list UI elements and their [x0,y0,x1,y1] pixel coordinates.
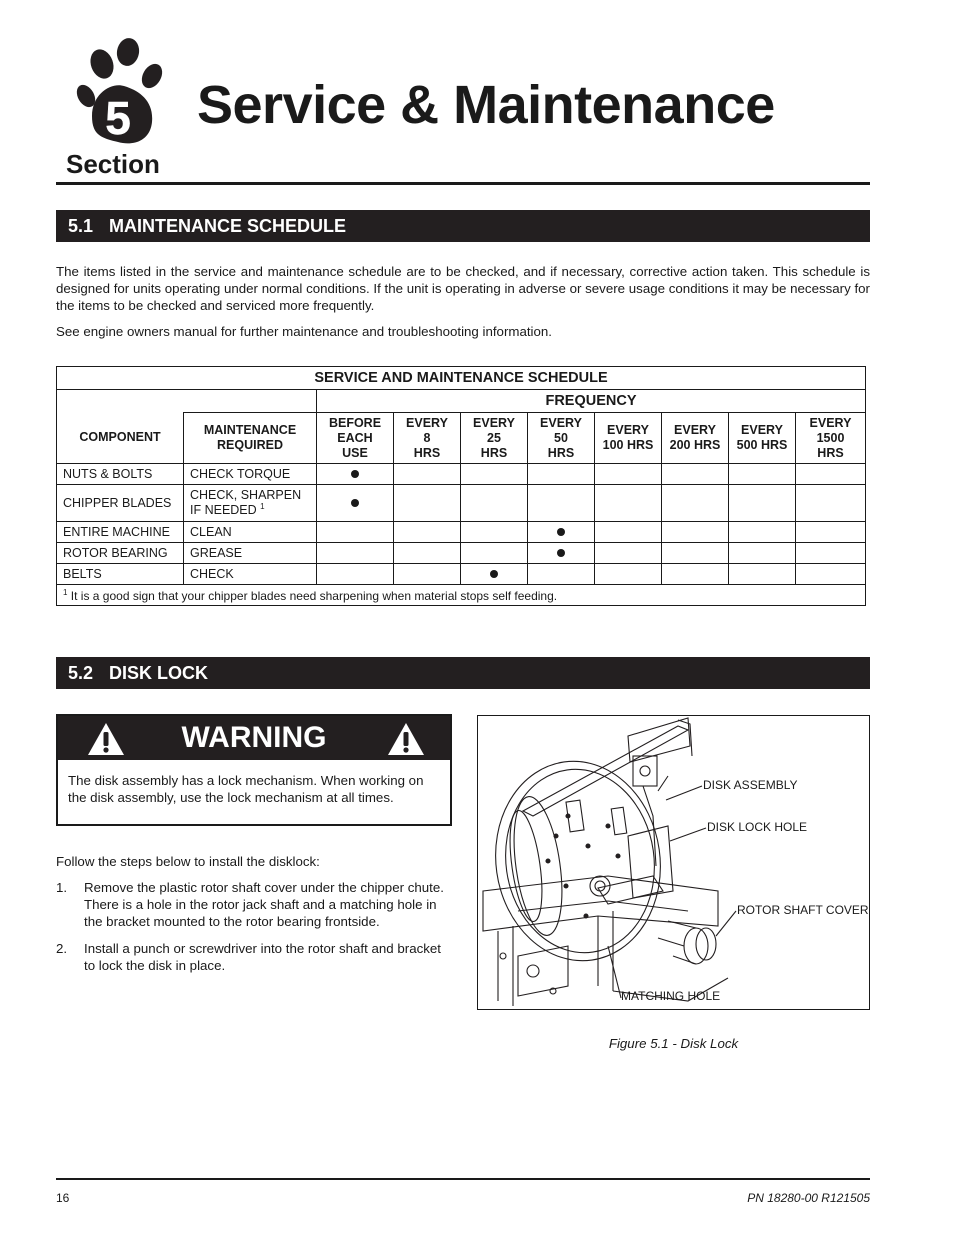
frequency-cell [796,464,866,485]
maintenance-cell [184,564,317,585]
frequency-cell [595,485,662,522]
step-item [56,879,452,930]
column-header-frequency [317,413,394,464]
frequency-header-line: EVERY [809,415,852,430]
frequency-cell [528,543,595,564]
section-5-2-heading-bar [56,657,870,689]
schedule-mark-dot [557,528,565,536]
table-row [57,543,866,564]
table-footnote [57,585,866,606]
label-disk-assembly: DISK ASSEMBLY [703,778,798,792]
disk-lock-illustration [478,716,869,1009]
maintenance-cell [184,464,317,485]
frequency-cell [528,522,595,543]
page-number: 16 [56,1191,70,1205]
frequency-cell [317,564,394,585]
maintenance-text: CHECK [190,567,234,581]
frequency-cell [796,564,866,585]
frequency-header-line: EVERY [741,423,783,437]
engine-manual-note: See engine owners manual for further maintenance and troubleshooting information. [56,324,552,339]
footer-rule [56,1178,870,1180]
frequency-cell [528,485,595,522]
frequency-cell [729,485,796,522]
frequency-header-line: EVERY [540,415,582,430]
frequency-cell [662,464,729,485]
frequency-header-line: 25 [487,430,501,445]
frequency-cell [595,464,662,485]
frequency-header-line: EVERY [473,415,515,430]
column-header-component: COMPONENT [57,413,184,464]
footnote-text: It is a good sign that your chipper blades need sharpening when material stops self feeding. [70,588,558,603]
footnote-reference: 1 [260,502,265,512]
frequency-cell [595,522,662,543]
frequency-header-line: EVERY [607,423,649,437]
frequency-header-line: EACH USE [337,430,373,460]
column-header-frequency [796,413,866,464]
table-title: SERVICE AND MAINTENANCE SCHEDULE [57,367,866,390]
component-cell: NUTS & BOLTS [57,464,184,485]
frequency-cell [394,564,461,585]
table-row [57,564,866,585]
figure-caption: Figure 5.1 - Disk Lock [608,1036,739,1051]
schedule-intro-paragraph: The items listed in the service and maintenance schedule are to be checked, and if necessary, corrective action taken. This schedule is designed for units operating under normal conditions. If the unit is operating in adverse or severe usage conditions it may be necessary for the items to be checked and serviced more frequently. [56,264,870,313]
maintenance-text: GREASE [190,546,243,560]
warning-box [56,714,452,826]
page-title: Service & Maintenance [197,75,775,135]
frequency-header-line: 50 [554,430,568,445]
component-cell: ROTOR BEARING [57,543,184,564]
warning-header [58,716,450,760]
frequency-header-line: 500 HRS [736,438,788,452]
step-item [56,940,452,974]
label-matching-hole: MATCHING HOLE [621,989,721,1003]
component-cell: ENTIRE MACHINE [57,522,184,543]
frequency-cell [662,564,729,585]
maintenance-header-text: MAINTENANCE REQUIRED [203,423,297,452]
step-text: Remove the plastic rotor shaft cover under the chipper chute. There is a hole in the rotor jack shaft and a matching hole in the bracket mounted to the rotor bearing frontside. [84,880,444,929]
section-5-1-heading: MAINTENANCE SCHEDULE [109,216,347,236]
frequency-header-line: EVERY [674,423,716,437]
frequency-cell [461,464,528,485]
maintenance-text: CLEAN [190,525,232,539]
table-row [57,522,866,543]
column-header-frequency [461,413,528,464]
maintenance-schedule-table [56,366,866,606]
frequency-cell [528,564,595,585]
table-row [57,464,866,485]
frequency-cell [528,464,595,485]
frequency-header-line: HRS [413,445,441,460]
section-number: 5 [105,92,131,144]
schedule-mark-dot [490,570,498,578]
frequency-cell [317,464,394,485]
disk-lock-steps [56,853,452,984]
step-text: Install a punch or screwdriver into the rotor shaft and bracket to lock the disk in place. [84,941,441,973]
frequency-cell [317,543,394,564]
column-header-frequency [394,413,461,464]
frequency-cell [662,485,729,522]
maintenance-text-continued: IF NEEDED [190,503,257,518]
frequency-cell [461,522,528,543]
frequency-cell [394,522,461,543]
label-disk-lock-hole: DISK LOCK HOLE [707,820,808,834]
warning-title: WARNING [181,721,327,754]
frequency-cell [662,522,729,543]
frequency-cell [461,564,528,585]
disk-lock-figure [477,715,870,1010]
maintenance-cell [184,485,317,522]
frequency-header-line: BEFORE [328,415,382,430]
frequency-cell [729,464,796,485]
maintenance-cell [184,522,317,543]
frequency-header-line: 1500 HRS [816,430,845,460]
label-rotor-shaft-cover: ROTOR SHAFT COVER [737,903,869,917]
frequency-cell [729,564,796,585]
frequency-cell [394,485,461,522]
step-number: 1. [56,880,68,895]
component-cell: CHIPPER BLADES [57,485,184,522]
frequency-header-line: HRS [547,445,575,460]
step-number: 2. [56,941,68,956]
frequency-header-line: 8 [423,430,431,445]
section-5-2-heading: DISK LOCK [109,663,209,683]
column-header-frequency [528,413,595,464]
frequency-cell [595,564,662,585]
frequency-cell [662,543,729,564]
schedule-mark-dot [351,499,359,507]
maintenance-cell [184,543,317,564]
part-number: PN 18280-00 R121505 [747,1191,870,1205]
maintenance-text: CHECK TORQUE [190,467,291,481]
warning-triangle-icon [386,721,426,757]
frequency-cell [317,485,394,522]
frequency-cell [796,485,866,522]
section-paw-logo [72,38,172,158]
section-5-1-heading-bar [56,210,870,242]
frequency-header-line: 200 HRS [669,438,721,452]
frequency-cell [394,543,461,564]
frequency-cell [317,522,394,543]
frequency-cell [796,543,866,564]
maintenance-text: CHECK, SHARPEN [190,488,302,503]
section-5-1-number: 5.1 [68,216,94,236]
footnote-mark: 1 [63,587,68,597]
column-header-frequency [595,413,662,464]
schedule-mark-dot [351,470,359,478]
column-header-maintenance [184,413,317,464]
component-cell: BELTS [57,564,184,585]
section-label: Section [66,149,160,179]
column-header-frequency [729,413,796,464]
frequency-header: FREQUENCY [317,390,866,413]
frequency-cell [461,543,528,564]
frequency-cell [729,522,796,543]
frequency-cell [796,522,866,543]
warning-body: The disk assembly has a lock mechanism. When working on the disk assembly, use the lock mechanism at all times. [68,773,424,805]
frequency-header-line: HRS [480,445,508,460]
table-row [57,485,866,522]
column-header-frequency [662,413,729,464]
frequency-header-line: EVERY [406,415,448,430]
frequency-cell [729,543,796,564]
frequency-cell [461,485,528,522]
table-header-spacer [57,390,317,413]
frequency-cell [595,543,662,564]
header-rule [56,182,870,185]
steps-intro: Follow the steps below to install the disklock: [56,854,320,869]
frequency-header-line: 100 HRS [602,438,654,452]
section-5-2-number: 5.2 [68,663,94,683]
frequency-cell [394,464,461,485]
schedule-mark-dot [557,549,565,557]
